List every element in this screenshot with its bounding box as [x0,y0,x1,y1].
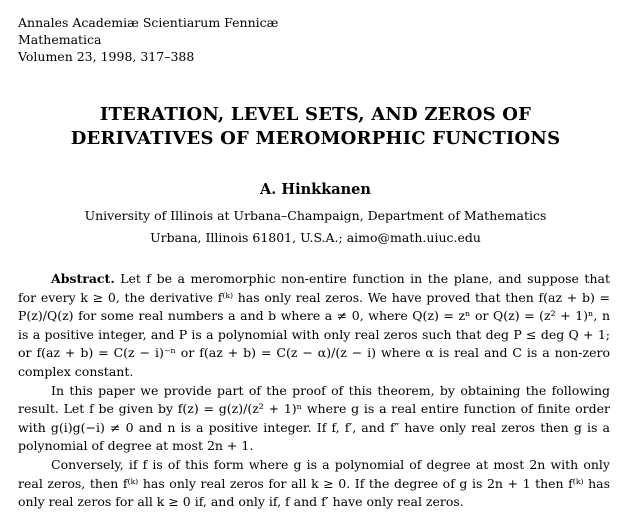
journal-name: Annales Academiæ Scientiarum Fennicæ [18,15,279,30]
journal-header [18,14,278,65]
journal-series: Mathematica [18,32,102,47]
title-line-1: ITERATION, LEVEL SETS, AND ZEROS OF [99,104,532,125]
author-name: A. Hinkkanen [260,181,371,198]
abstract-paragraph-3: Conversely, if f is of this form where g is a polynomial of degree at most 2n with only real zeros, then f⁽ᵏ⁾ has only real zeros for all k ≥ 0. If the degree of g is 2n + 1 then f⁽ᵏ⁾ has only real zeros for all k ≥ 0 if, and only if, f and f′ have only real zeros. [18,456,610,510]
affiliation-line-2: Urbana, Illinois 61801, U.S.A.; aimo@math.uiuc.edu [150,230,481,245]
abstract-paragraph-2: In this paper we provide part of the proof of this theorem, by obtaining the following result. Let f be given by f(z) = g(z)/(z² + 1)ⁿ where g is a real entire function of finite order with g(i)g(−i) ≠ 0 and n is a positive integer. If f, f′, and f″ have only real zeros then g is a polynomial of degree at most 2n + 1. [18,382,610,454]
abstract-paragraph-1 [18,270,610,382]
journal-volume: Volumen 23, 1998, 317–388 [18,49,195,64]
abstract-text-1: Let f be a meromorphic non-entire function in the plane, and suppose that for every k ≥ 0, the derivative f⁽ᵏ⁾ has only real zeros. We have proved that then f(az + b) = P(z)/Q(z) for some real numbers a and b where a ≠ 0, where Q(z) = zⁿ or Q(z) = (z² + 1)ⁿ, n is a positive integer, and P is a polynomial with only real zeros such that deg P ≤ deg Q + 1; or f(az + b) = C(z − i)⁻ⁿ or f(az + b) = C(z − α)/(z − i) where α is real and C is a non-zero complex constant. [18,271,610,379]
title-line-2: DERIVATIVES OF MEROMORPHIC FUNCTIONS [70,128,561,149]
abstract-label: Abstract. [51,271,115,286]
abstract [18,270,610,512]
affiliation [0,205,631,249]
paper-title [0,103,631,151]
affiliation-line-1: University of Illinois at Urbana–Champaign, Department of Mathematics [84,208,547,223]
